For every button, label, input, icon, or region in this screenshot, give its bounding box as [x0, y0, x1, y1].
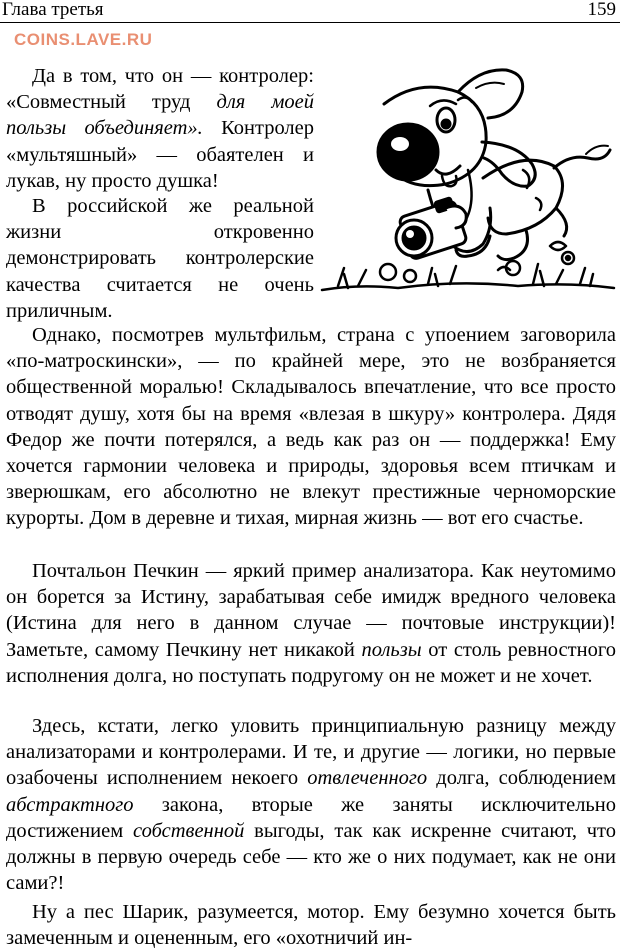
- paragraph-1: [6, 63, 314, 194]
- cartoon-dog-with-camera-icon: [318, 58, 618, 303]
- running-header: [0, 0, 620, 23]
- paragraph-3: Однако, посмотрев мультфильм, страна с упоением заговорила «по-матроскински», — по крайней мере, это не возбраняется общественной моралью! Складывалось впечатление, что все просто отводят душу, хотя бы на время «влезая в шкуру» контролера. Дядя Федор же почти потерялся, а ведь как раз он — поддержка! Ему хочется гармонии человека и природы, здоровья всем птичкам и зверюшкам, его абсолютно не влекут престижные черноморские курорты. Дом в деревне и тихая, мирная жизнь — вот его счастье.: [6, 324, 616, 530]
- paragraph-4-italic: пользы: [361, 638, 422, 661]
- paragraph-5-italic-b: отвлеченного: [307, 767, 428, 790]
- paragraph-1-text: Да в том, что он — контролер: «Совместный труд: [6, 65, 314, 114]
- paragraph-5-text-c: долга, соблюдением: [427, 767, 616, 790]
- paragraph-5-text-g: выгоды, так как искренне считают, что должны в первую очередь себе — кто же о них подумает, как не они сами?!: [6, 819, 616, 895]
- page-number: 159: [587, 0, 616, 20]
- paragraph-1-italic: для моей пользы объединяет».: [6, 91, 314, 140]
- paragraph-4-text-end: от столь ревностного исполнения долга, но поступать подругому он не может и не хочет.: [6, 638, 616, 687]
- paragraph-2: В российской же реальной жизни откровенно демонстрировать контролерские качества считается не очень приличным.: [6, 195, 314, 322]
- paragraph-5-text-e: закона, вторые же заняты исключительно достижением: [6, 793, 616, 842]
- grass-icon: [322, 242, 614, 290]
- paragraph-6: Ну а пес Шарик, разумеется, мотор. Ему безумно хочется быть замеченным и оцененным, его «охотничий ин-: [6, 901, 616, 950]
- paragraph-5-text-a: Здесь, кстати, легко уловить принципиальную разницу между анализаторами и контролерами. И те, и другие — логики, но первые озабочены исполнением некоего: [6, 715, 616, 790]
- paragraph-4-text: Почтальон Печкин — яркий пример анализатора. Как неутомимо он борется за Истину, зарабатывая себе имидж вредного человека (Истина для него в данном случае — почтовые инструкции)! Заметьте, самому Печкину нет никакой: [6, 560, 616, 661]
- paragraph-5-italic-f: собственной: [133, 819, 245, 842]
- paragraph-5: [6, 713, 616, 896]
- site-watermark: COINS.LAVE.RU: [14, 30, 153, 49]
- paragraph-4: [6, 558, 616, 689]
- chapter-title: Глава третья: [2, 0, 104, 20]
- paragraph-1-text-end: Контролер «мультяшный» — обаятелен и лукав, ну просто душка!: [6, 117, 314, 192]
- paragraph-5-italic-d: абстрактного: [6, 793, 134, 816]
